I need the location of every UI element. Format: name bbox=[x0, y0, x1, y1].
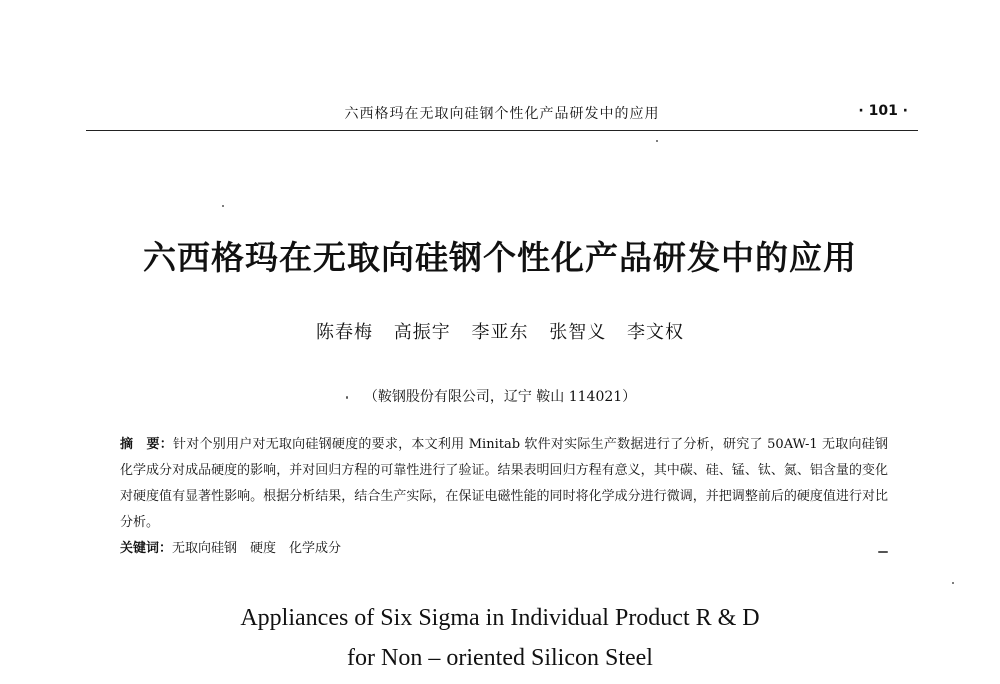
scan-speck bbox=[878, 551, 888, 553]
running-header bbox=[86, 100, 918, 131]
scan-speck bbox=[346, 396, 348, 399]
scan-speck bbox=[656, 140, 658, 142]
scan-speck bbox=[222, 205, 224, 207]
abstract-text: 针对个别用户对无取向硅钢硬度的要求，本文利用 Minitab 软件对实际生产数据进行了分析，研究了 50AW-1 无取向硅钢化学成分对成品硬度的影响，并对回归方程的可靠性进行了验证。结果表明回归方程有意义，其中碳、硅、锰、钛、氮、铝含量的变化对硬度值有显著性影响。根据分析结果，结合生产实际，在保证电磁性能的同时将化学成分进行微调，并把调整前后的硬度值进行对比分析。 bbox=[120, 437, 888, 530]
english-title-line-1: Appliances of Six Sigma in Individual Product R & D bbox=[240, 605, 760, 631]
abstract bbox=[120, 432, 888, 536]
running-title: 六西格玛在无取向硅钢个性化产品研发中的应用 bbox=[344, 106, 660, 122]
author: 高振宇 bbox=[393, 322, 451, 343]
author: 李文权 bbox=[626, 322, 684, 343]
author: 李亚东 bbox=[471, 322, 529, 343]
author: 陈春梅 bbox=[316, 322, 374, 343]
article-title: 六西格玛在无取向硅钢个性化产品研发中的应用 bbox=[143, 238, 857, 277]
english-title-line-2: for Non – oriented Silicon Steel bbox=[347, 645, 653, 671]
author-list bbox=[0, 318, 1000, 344]
page-number: · 101 · bbox=[858, 103, 908, 119]
author: 张智义 bbox=[549, 322, 607, 343]
keywords-label: 关键词： bbox=[120, 541, 173, 556]
affiliation: （鞍钢股份有限公司，辽宁 鞍山 114021） bbox=[363, 389, 637, 405]
scan-speck bbox=[952, 582, 954, 584]
keywords bbox=[120, 536, 888, 562]
english-title bbox=[0, 598, 1000, 678]
abstract-label: 摘 要： bbox=[120, 437, 173, 452]
keywords-text: 无取向硅钢 硬度 化学成分 bbox=[172, 541, 342, 556]
